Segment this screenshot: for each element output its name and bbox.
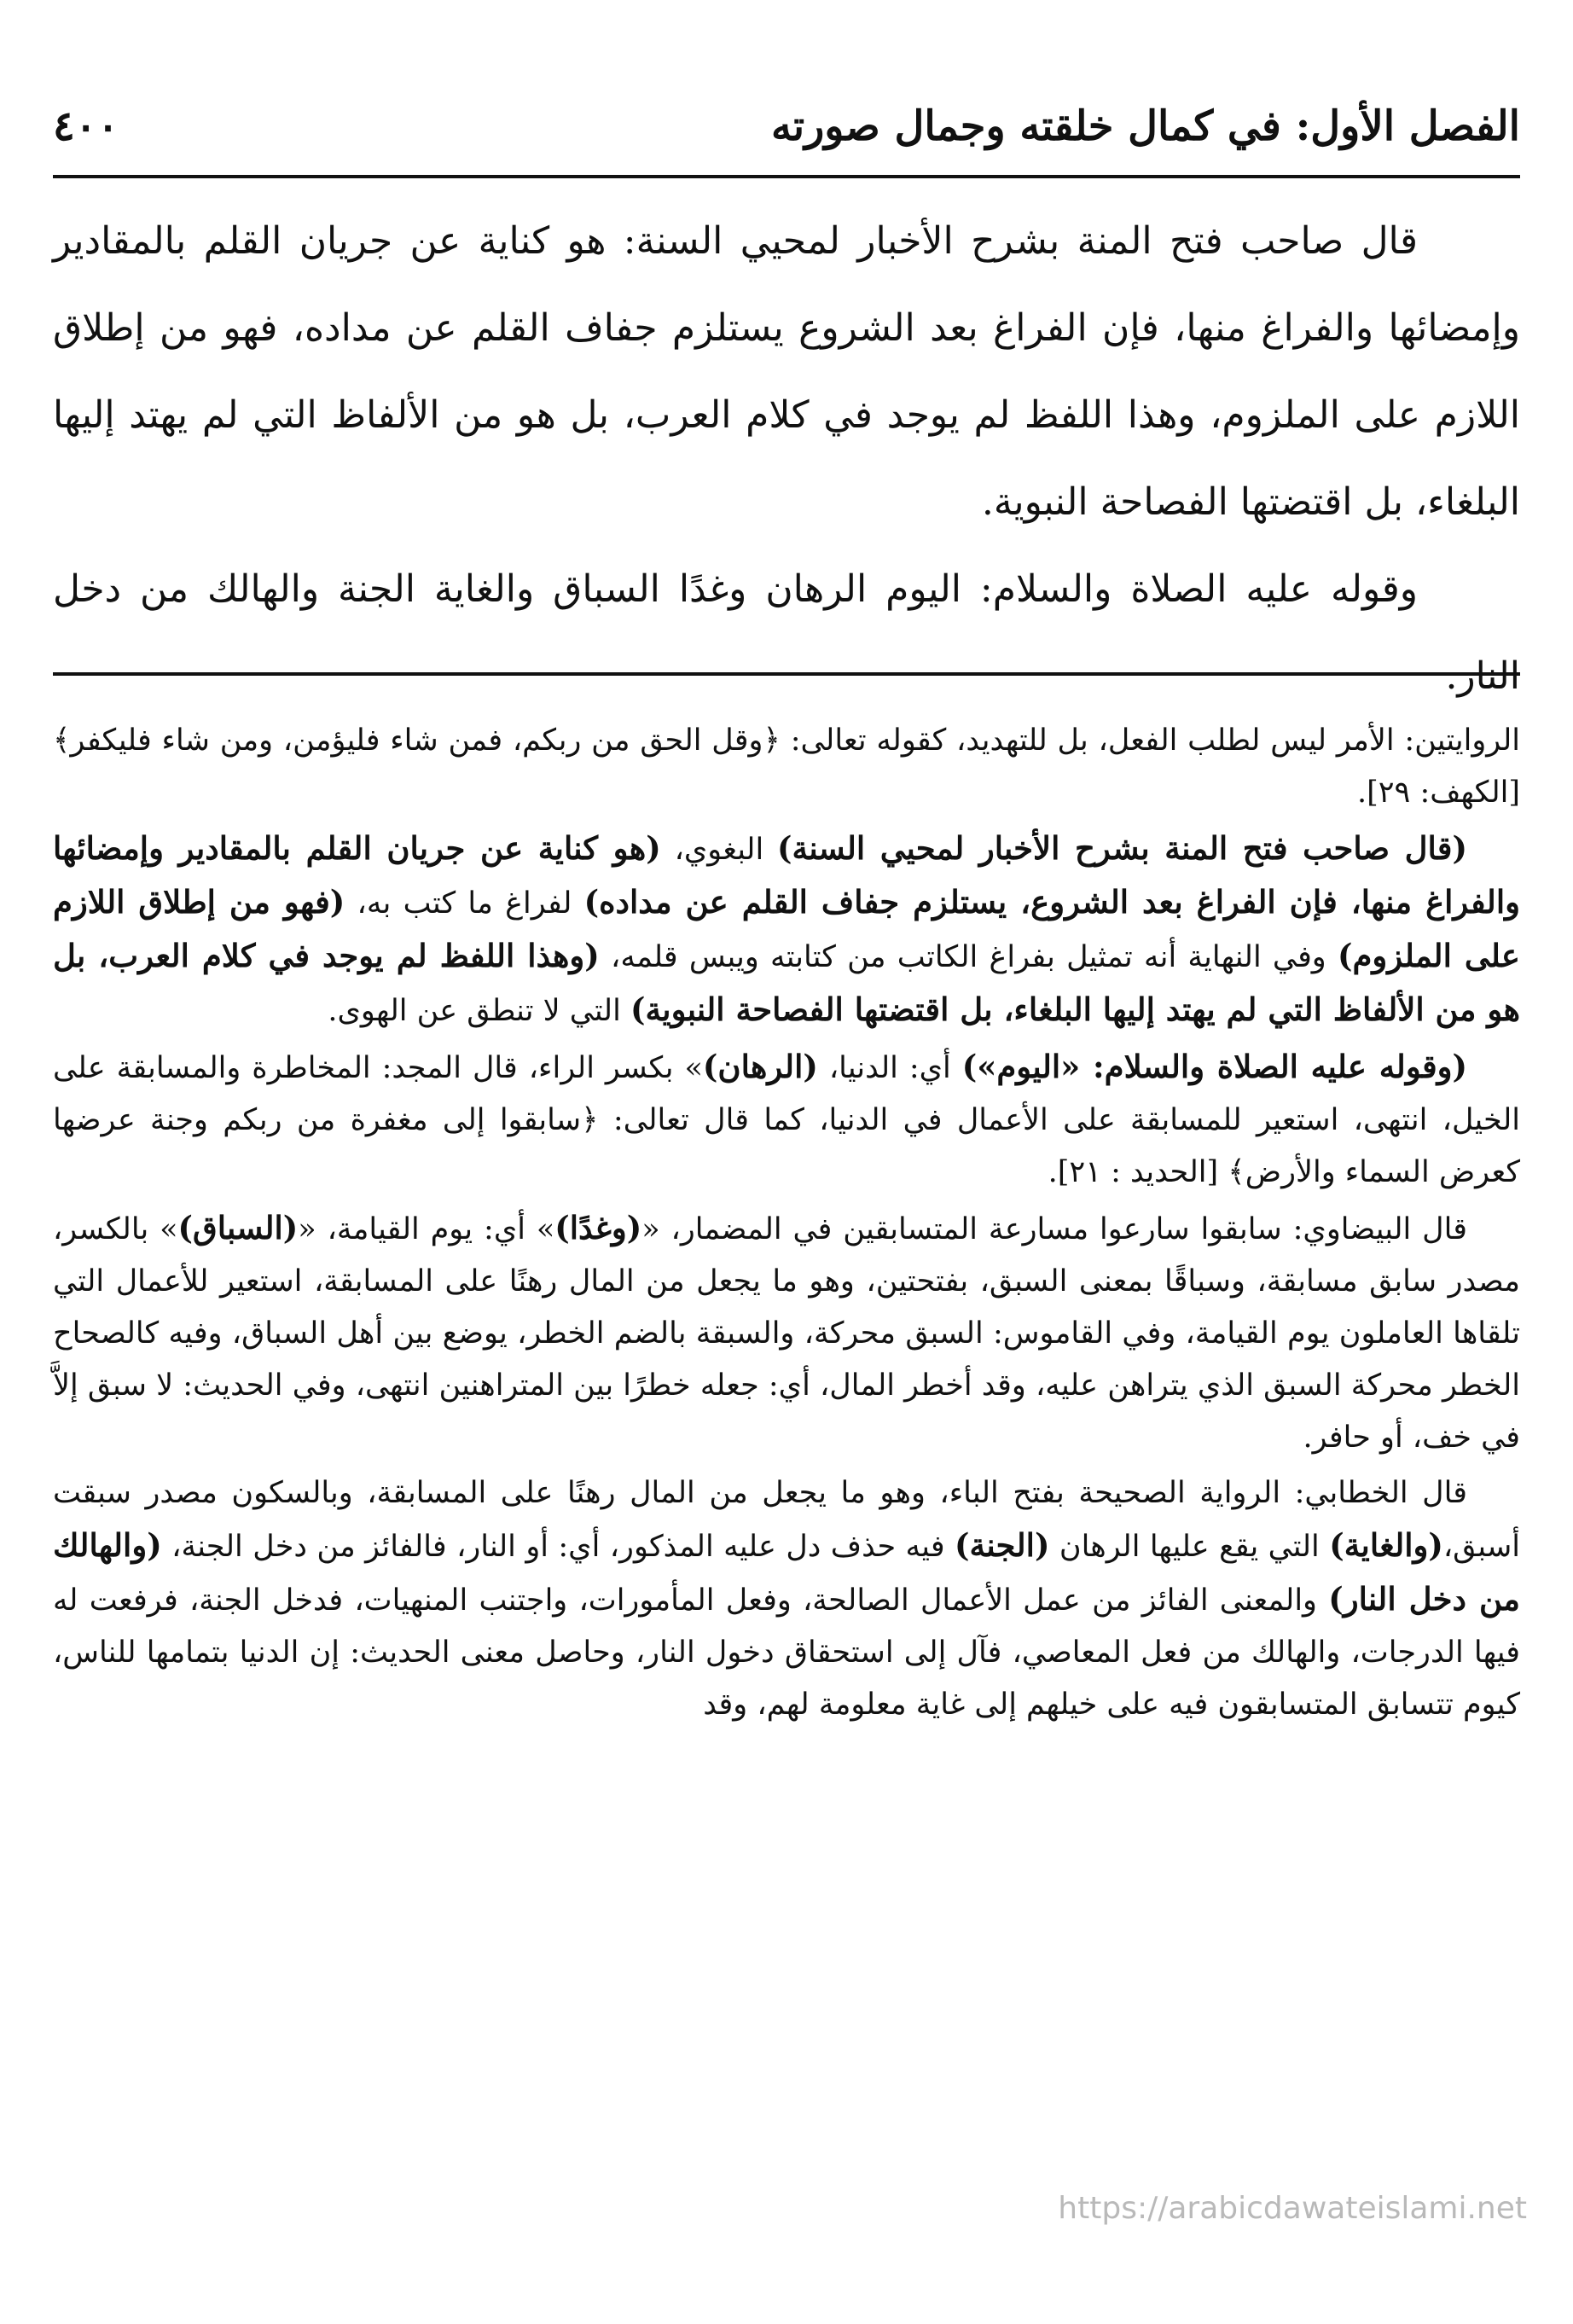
quoted-text: (السباق) (177, 1209, 299, 1246)
quoted-text: (وغدًا) (554, 1209, 642, 1246)
quoted-text: (وقوله عليه الصلاة والسلام: «اليوم») (961, 1048, 1467, 1085)
quoted-text: (وهذا اللفظ لم يوجد في كلام العرب، بل هو من الألفاظ التي لم يهتد إليها البلغاء، بل اقتضتها الفصاحة النبوية) (53, 937, 1520, 1028)
commentary-run: قال الخطابي: الرواية الصحيحة بفتح الباء، وهو ما يجعل من المال رهنًا على المسابقة، وبالسكون مصدر سبقت أسبق، (53, 1476, 1520, 1564)
commentary-run: لفراغ ما كتب به، (345, 886, 584, 921)
commentary-run: » بكسر الراء، قال المجد: المخاطرة والمسابقة على الخيل، انتهى، استعير للمسابقة على الأعمال في الدنيا، كما قال تعالى: ﴿سابقوا إلى مغفرة من ربكم وجنة عرضها كعرض السماء والأرض﴾ [الحديد : ٢١]. (53, 1051, 1520, 1189)
page-number: ٤٠٠ (53, 102, 119, 150)
commentary-run: أي: الدنيا، (817, 1051, 962, 1085)
commentary-run: الروايتين: الأمر ليس لطلب الفعل، بل للتهديد، كقوله تعالى: ﴿وقل الحق من ربكم، فمن شاء فليؤمن، ومن شاء فليكفر﴾ [الكهف: ٢٩]. (53, 723, 1520, 810)
running-header (53, 92, 1520, 160)
main-paragraph: وقوله عليه الصلاة والسلام: اليوم الرهان وغدًا السباق والغاية الجنة والهالك من دخل النار. (53, 567, 1520, 698)
commentary-run: وفي النهاية أنه تمثيل بفراغ الكاتب من كتابته ويبس قلمه، (599, 940, 1338, 974)
commentary-run: » بالكسر، مصدر سابق مسابقة، وسباقًا بمعنى السبق، بفتحتين، وهو ما يجعل من المال رهنًا على المسابقة، استعير للأعمال التي تلقاها العاملون يوم القيامة، وفي القاموس: السبق محركة، والسبقة بالضم الخطر، يوضع بين أهل السباق، وفيه كالصحاح الخطر محركة السبق الذي يتراهن عليه، وقد أخطر المال، أي: جعله خطرًا بين المتراهنين انتهى، وفي الحديث: لا سبق إلاَّ في خف، أو حافر. (53, 1212, 1520, 1455)
commentary-run: قال البيضاوي: سابقوا سارعوا مسارعة المتسابقين في المضمار، « (641, 1212, 1467, 1246)
quoted-text: (هو كناية عن جريان القلم بالمقادير وإمضائها والفراغ منها، فإن الفراغ بعد الشروع، يستلزم جفاف القلم عن مداده) (53, 829, 1520, 921)
quoted-text: (الرهان) (702, 1048, 818, 1085)
source-url-watermark: https://arabicdawateislami.net (1058, 2191, 1527, 2226)
main-text (53, 198, 1520, 720)
commentary-run: والمعنى الفائز من عمل الأعمال الصالحة، وفعل المأمورات، واجتنب المنهيات، فدخل الجنة، فرفعت له فيها الدرجات، والهالك من فعل المعاصي، فآل إلى استحقاق دخول النار، وحاصل معنى الحديث: إن الدنيا بتمامها للناس، كيوم تتسابق المتسابقون فيه على خيلهم إلى غاية معلومة لهم، وقد (53, 1583, 1520, 1722)
chapter-title: الفصل الأول: في كمال خلقته وجمال صورته (770, 102, 1520, 150)
commentary-run: » أي: يوم القيامة، « (298, 1212, 555, 1246)
commentary-run: فيه حذف دل عليه المذكور، أي: أو النار، فالفائز من دخل الجنة، (161, 1530, 955, 1564)
commentary-paragraph (53, 715, 1520, 819)
quoted-text: (قال صاحب فتح المنة بشرح الأخبار لمحيي السنة) (777, 829, 1467, 867)
commentary-run: التي يقع عليها الرهان (1049, 1530, 1330, 1564)
commentary-run: البغوي، (660, 833, 778, 867)
quoted-text: (والهالك من دخل النار) (53, 1526, 1521, 1618)
commentary-paragraph (53, 1202, 1520, 1464)
commentary-paragraph (53, 822, 1520, 1037)
commentary-run: التي لا تنطق عن الهوى. (328, 994, 630, 1028)
commentary-paragraph (53, 1467, 1520, 1731)
commentary-text (53, 715, 1520, 1734)
quoted-text: (فهو من إطلاق اللازم على الملزوم) (53, 883, 1521, 974)
main-paragraph: قال صاحب فتح المنة بشرح الأخبار لمحيي السنة: هو كناية عن جريان القلم بالمقادير وإمضائها والفراغ منها، فإن الفراغ بعد الشروع يستلزم جفاف القلم عن مداده، فهو من إطلاق اللازم على الملزوم، وهذا اللفظ لم يوجد في كلام العرب، بل هو من الألفاظ التي لم يهتد إليها البلغاء، بل اقتضتها الفصاحة النبوية. (53, 219, 1520, 524)
commentary-paragraph (53, 1041, 1520, 1199)
header-rule (53, 175, 1520, 178)
quoted-text: (والغاية) (1329, 1526, 1443, 1564)
quoted-text: (الجنة) (955, 1526, 1050, 1564)
section-divider (53, 672, 1520, 676)
